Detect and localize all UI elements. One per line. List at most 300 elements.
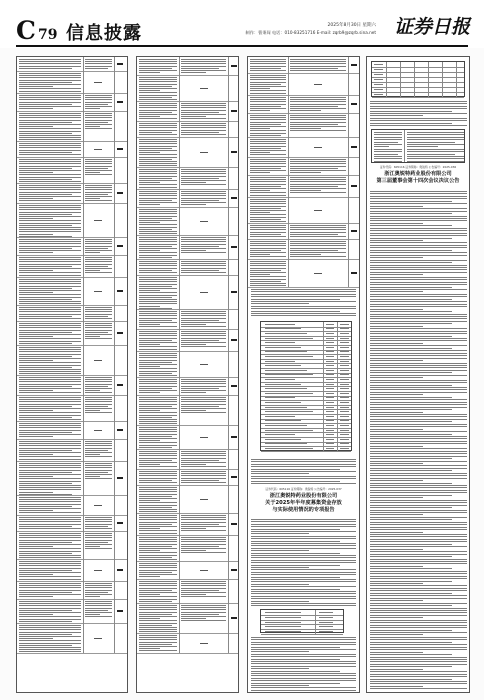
text-line — [181, 480, 219, 481]
text-line — [19, 570, 72, 571]
text-line — [139, 388, 172, 389]
text-line — [370, 632, 467, 633]
text-line — [19, 275, 81, 276]
text-line — [251, 541, 340, 542]
text-line — [85, 128, 112, 129]
text-line — [326, 420, 334, 421]
text-line — [139, 195, 177, 196]
table-cell-divider — [315, 629, 316, 634]
text-line — [19, 629, 81, 630]
table-cell-divider — [114, 93, 115, 111]
text-line — [19, 189, 81, 190]
text-line — [250, 75, 286, 76]
text-line — [19, 519, 81, 520]
text-line — [251, 476, 356, 477]
text-line — [407, 132, 464, 133]
text-line — [374, 94, 383, 95]
text-line — [19, 338, 81, 339]
text-line — [85, 546, 100, 547]
text-line — [139, 614, 172, 615]
text-line — [340, 434, 349, 435]
text-line — [265, 328, 301, 329]
text-line — [19, 489, 81, 490]
text-line — [370, 539, 467, 540]
text-line — [290, 63, 346, 64]
text-line — [139, 548, 177, 549]
text-line — [370, 536, 467, 537]
text-line — [290, 66, 346, 67]
table-row — [17, 305, 127, 322]
text-line — [181, 590, 219, 591]
text-line — [250, 152, 270, 153]
text-line — [181, 406, 219, 407]
text-line — [139, 127, 177, 128]
text-line — [19, 209, 81, 210]
text-line — [251, 529, 340, 530]
text-line — [250, 63, 286, 64]
column-4-box — [371, 129, 465, 163]
text-line — [370, 416, 467, 417]
text-line — [251, 294, 356, 295]
text-line — [370, 294, 467, 295]
text-line — [251, 673, 356, 674]
text-line — [181, 171, 225, 172]
text-line — [19, 568, 81, 569]
text-line — [181, 66, 225, 67]
text-line — [139, 244, 177, 245]
text-line — [181, 475, 225, 476]
text-line — [19, 379, 81, 380]
text-line — [290, 250, 338, 251]
text-line — [85, 104, 108, 105]
cell-marker — [351, 272, 357, 274]
text-line — [19, 415, 81, 416]
table-cell-divider — [83, 581, 84, 599]
text-line — [251, 291, 356, 292]
text-line — [340, 347, 349, 348]
text-line — [85, 272, 112, 273]
text-line — [250, 93, 286, 94]
text-line — [181, 453, 225, 454]
text-line — [181, 70, 225, 71]
text-line — [85, 463, 112, 464]
text-line — [370, 392, 467, 393]
text-line — [250, 172, 270, 173]
text-line — [251, 466, 356, 467]
text-line — [370, 397, 452, 398]
text-line — [290, 227, 346, 228]
text-line — [290, 110, 321, 111]
text-line — [290, 99, 346, 100]
text-line — [374, 89, 383, 90]
text-line — [370, 688, 467, 689]
text-line — [139, 152, 160, 153]
text-line — [139, 204, 160, 205]
text-line — [85, 332, 108, 333]
text-line — [290, 254, 321, 255]
text-line — [374, 79, 383, 80]
text-line — [290, 108, 346, 109]
text-line — [85, 330, 112, 331]
text-line — [374, 74, 383, 75]
text-line — [19, 332, 72, 333]
text-line — [340, 411, 349, 412]
text-line — [139, 650, 177, 651]
text-line — [85, 456, 112, 457]
table-cell-divider — [114, 581, 115, 599]
text-line — [250, 272, 286, 273]
text-line — [139, 392, 160, 393]
text-line — [85, 243, 112, 244]
text-line — [139, 216, 177, 217]
cell-marker — [351, 230, 357, 232]
text-line — [139, 255, 177, 256]
cell-marker — [117, 522, 123, 524]
text-line — [370, 279, 467, 280]
table-cell-divider — [348, 113, 349, 137]
table-cell-divider — [114, 375, 115, 395]
text-line — [251, 577, 340, 578]
text-line — [265, 439, 301, 440]
text-line — [290, 252, 346, 253]
text-line — [85, 540, 112, 541]
text-line — [370, 556, 452, 557]
text-line — [19, 163, 81, 164]
text-line — [85, 115, 112, 116]
text-line — [139, 123, 177, 124]
text-line — [290, 188, 346, 189]
text-line — [250, 90, 286, 91]
table-cell-divider — [288, 137, 289, 157]
text-line — [139, 92, 177, 93]
cell-marker — [117, 63, 123, 65]
text-line — [251, 308, 356, 309]
text-line — [85, 61, 112, 62]
text-line — [251, 313, 356, 314]
text-line — [250, 161, 286, 162]
text-line — [181, 318, 225, 319]
text-line — [340, 439, 349, 440]
text-line — [85, 327, 112, 328]
text-line — [370, 360, 423, 361]
text-line — [370, 468, 467, 469]
announcement-1-company: 浙江奥锐特药业股份有限公司 — [384, 171, 452, 177]
empty-cell-dash — [94, 570, 102, 571]
table-cell-divider — [83, 237, 84, 255]
text-line — [251, 545, 356, 546]
text-line — [326, 416, 334, 417]
table-cell-divider — [288, 259, 289, 287]
text-line — [139, 163, 177, 164]
text-line — [326, 347, 334, 348]
table-cell-divider — [228, 603, 229, 633]
text-line — [139, 471, 177, 472]
text-line — [19, 548, 81, 549]
text-line — [19, 619, 81, 620]
text-line — [326, 402, 334, 403]
table-cell-divider — [83, 439, 84, 461]
text-line — [374, 146, 389, 147]
section-letter: C — [16, 16, 36, 45]
text-line — [19, 152, 72, 153]
text-line — [250, 122, 286, 123]
text-line — [19, 572, 81, 573]
text-line — [181, 237, 225, 238]
table-row — [17, 531, 127, 560]
text-line — [181, 462, 225, 463]
text-line — [370, 306, 467, 307]
text-line — [181, 68, 219, 69]
column-3-body-text — [248, 287, 359, 317]
text-line — [250, 236, 286, 237]
text-line — [139, 557, 172, 558]
text-line — [19, 608, 81, 609]
text-line — [85, 268, 112, 269]
text-line — [374, 161, 402, 162]
text-line — [250, 265, 286, 266]
text-line — [181, 614, 219, 615]
text-line — [370, 407, 467, 408]
text-line — [139, 241, 177, 242]
text-line — [340, 388, 349, 389]
text-line — [181, 585, 225, 586]
text-line — [181, 72, 205, 73]
text-line — [139, 180, 177, 181]
text-line — [139, 552, 177, 553]
text-line — [250, 263, 286, 264]
text-line — [19, 207, 81, 208]
text-line — [370, 363, 467, 364]
text-line — [19, 279, 81, 280]
text-line — [370, 480, 423, 481]
text-line — [19, 504, 81, 505]
text-line — [19, 80, 81, 81]
text-line — [19, 561, 81, 562]
text-line — [370, 608, 467, 609]
text-line — [139, 381, 177, 382]
text-line — [85, 399, 112, 400]
text-line — [85, 106, 112, 107]
text-line — [85, 612, 112, 613]
text-line — [250, 108, 286, 109]
table-row — [17, 321, 127, 346]
text-line — [340, 328, 349, 329]
text-line — [19, 590, 81, 591]
text-line — [19, 128, 81, 129]
text-line — [250, 133, 286, 134]
text-line — [19, 587, 81, 588]
text-line — [370, 106, 467, 107]
text-line — [407, 139, 464, 140]
text-line — [19, 259, 81, 260]
text-line — [19, 627, 81, 628]
table-cell-divider — [83, 375, 84, 395]
text-line — [265, 612, 301, 613]
text-line — [19, 524, 81, 525]
text-line — [181, 388, 219, 389]
text-line — [251, 654, 356, 655]
text-line — [139, 211, 177, 212]
text-line — [251, 572, 356, 573]
text-line — [139, 171, 177, 172]
text-line — [19, 102, 81, 103]
table-cell-divider — [228, 351, 229, 377]
announcement-1-body-text — [367, 189, 469, 693]
text-line — [19, 377, 81, 378]
text-line — [139, 447, 172, 448]
text-line — [139, 270, 172, 271]
table-cell-divider — [83, 515, 84, 531]
text-line — [19, 218, 53, 219]
text-line — [370, 637, 467, 638]
text-line — [139, 90, 160, 91]
empty-cell-dash — [200, 88, 208, 89]
text-line — [19, 347, 81, 348]
text-line — [139, 200, 172, 201]
cell-marker — [231, 569, 237, 571]
text-line — [251, 656, 356, 657]
text-line — [370, 527, 467, 528]
table-cell-divider — [179, 189, 180, 207]
cell-marker — [231, 385, 237, 387]
text-line — [370, 382, 467, 383]
cell-marker — [231, 617, 237, 619]
text-line — [139, 220, 177, 221]
text-line — [370, 233, 467, 234]
cell-marker — [231, 291, 237, 293]
announcement-2-title-1: 关于2025年半年度募集资金存放 — [265, 500, 342, 506]
text-line — [139, 77, 177, 78]
text-line — [139, 585, 177, 586]
text-line — [181, 412, 225, 413]
text-line — [19, 181, 81, 182]
text-line — [19, 565, 81, 566]
text-line — [139, 150, 177, 151]
text-line — [290, 126, 346, 127]
text-line — [139, 438, 177, 439]
text-line — [85, 521, 112, 522]
text-line — [85, 445, 112, 446]
table-cell-divider — [228, 633, 229, 653]
table-cell-divider — [179, 167, 180, 189]
table-cell-divider — [386, 92, 387, 97]
text-line — [265, 370, 307, 371]
table-cell-divider — [288, 113, 289, 137]
text-line — [181, 399, 225, 400]
text-line — [370, 568, 452, 569]
text-line — [181, 244, 225, 245]
text-line — [19, 445, 81, 446]
table-cell-divider — [114, 141, 115, 157]
text-line — [139, 346, 177, 347]
text-line — [139, 292, 177, 293]
text-line — [19, 443, 81, 444]
text-line — [139, 397, 177, 398]
table-row — [17, 461, 127, 496]
text-line — [19, 551, 81, 552]
text-line — [370, 514, 423, 515]
fund-usage-grid — [260, 321, 352, 451]
text-line — [251, 651, 309, 652]
text-line — [340, 425, 349, 426]
text-line — [19, 177, 81, 178]
text-line — [85, 583, 112, 584]
text-line — [370, 299, 452, 300]
table-row — [137, 449, 238, 470]
text-line — [139, 279, 177, 280]
table-cell-divider — [337, 446, 338, 451]
text-line — [85, 524, 112, 525]
text-line — [250, 124, 281, 125]
text-line — [139, 70, 177, 71]
empty-cell-dash — [314, 84, 322, 85]
text-line — [139, 103, 177, 104]
text-line — [85, 66, 112, 67]
text-line — [85, 241, 112, 242]
text-line — [370, 103, 467, 104]
text-line — [19, 430, 81, 431]
table-row — [17, 623, 127, 654]
text-line — [251, 659, 340, 660]
text-line — [19, 603, 81, 604]
text-line — [139, 118, 177, 119]
text-line — [181, 609, 225, 610]
text-line — [139, 505, 177, 506]
text-line — [181, 386, 225, 387]
text-line — [19, 137, 81, 138]
text-line — [250, 79, 286, 80]
column-3-table — [248, 57, 359, 287]
text-line — [139, 480, 172, 481]
table-row — [17, 183, 127, 204]
cell-marker — [231, 436, 237, 438]
table-row — [17, 237, 127, 256]
text-line — [85, 614, 100, 615]
text-line — [290, 119, 346, 120]
table-row — [17, 515, 127, 532]
text-line — [370, 216, 467, 217]
text-line — [139, 417, 172, 418]
text-line — [19, 614, 53, 615]
table-cell-divider — [83, 157, 84, 183]
text-line — [19, 465, 81, 466]
text-line — [370, 561, 467, 562]
text-line — [85, 441, 112, 442]
table-cell-divider — [179, 309, 180, 329]
column-2-table — [136, 56, 239, 693]
text-line — [370, 546, 467, 547]
table-cell-divider — [114, 71, 115, 93]
text-line — [139, 515, 177, 516]
text-line — [370, 485, 467, 486]
table-row — [137, 75, 238, 102]
text-line — [370, 353, 467, 354]
text-line — [265, 626, 301, 627]
cell-marker — [231, 197, 237, 199]
text-line — [326, 342, 334, 343]
text-line — [139, 141, 177, 142]
text-line — [370, 262, 452, 263]
text-line — [340, 333, 349, 334]
text-line — [326, 411, 334, 412]
column-4-grid — [371, 61, 465, 97]
text-line — [370, 198, 467, 199]
text-line — [181, 612, 225, 613]
text-line — [19, 506, 72, 507]
text-line — [85, 120, 112, 121]
text-line — [265, 356, 313, 357]
text-line — [251, 642, 356, 643]
